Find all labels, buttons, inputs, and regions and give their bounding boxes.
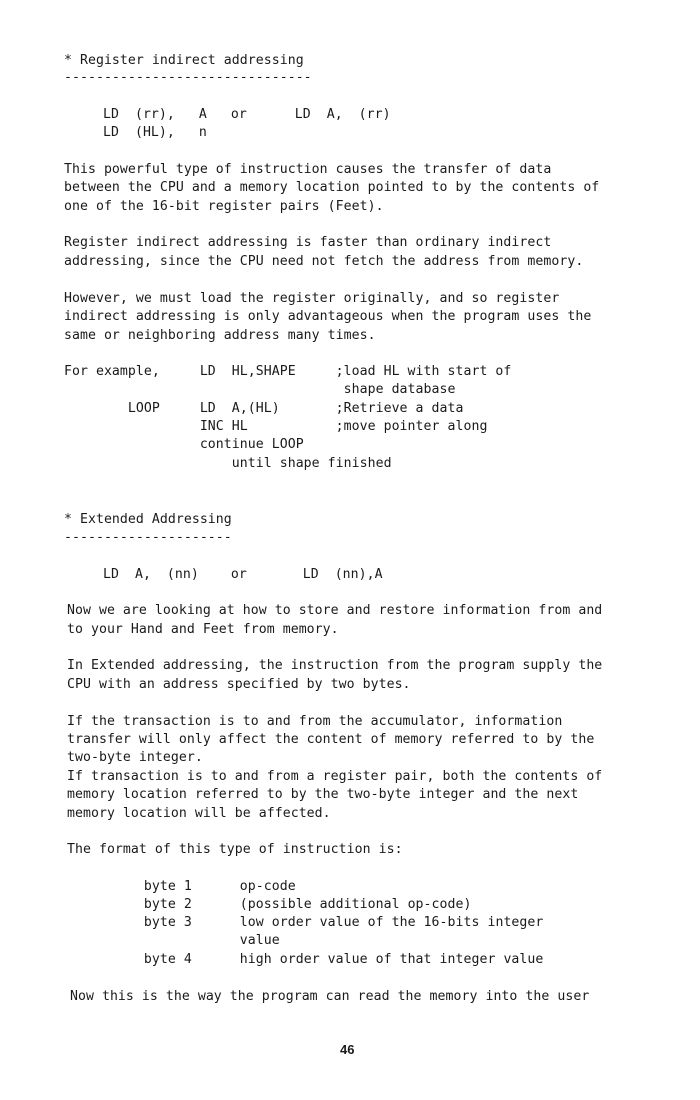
section-heading-extended-addressing: * Extended Addressing	[64, 512, 232, 527]
paragraph-line: The format of this type of instruction is:	[67, 842, 403, 857]
paragraph-line: memory location referred to by the two-byte integer and the next	[67, 787, 579, 802]
format-table-row: byte 3 low order value of the 16-bits integer	[80, 915, 544, 930]
heading-underline: -------------------------------	[64, 70, 312, 85]
format-table-row: byte 1 op-code	[80, 879, 296, 894]
code-example-line: For example, LD HL,SHAPE ;load HL with start of	[64, 364, 512, 379]
paragraph-line: Now this is the way the program can read the memory into the user	[70, 989, 590, 1004]
code-example-line: continue LOOP	[64, 437, 304, 452]
paragraph-line: This powerful type of instruction causes the transfer of data	[64, 162, 552, 177]
syntax-line: LD (HL), n	[103, 125, 207, 140]
syntax-line: LD (rr), A or LD A, (rr)	[103, 107, 391, 122]
code-example-line: LOOP LD A,(HL) ;Retrieve a data	[64, 401, 464, 416]
paragraph-line: same or neighboring address many times.	[64, 328, 376, 343]
paragraph-line: If the transaction is to and from the accumulator, information	[67, 714, 563, 729]
page-number: 46	[340, 1042, 355, 1057]
paragraph-line: CPU with an address specified by two bytes.	[67, 677, 411, 692]
paragraph-line: two-byte integer.	[67, 750, 203, 765]
paragraph-line: If transaction is to and from a register pair, both the contents of	[67, 769, 603, 784]
paragraph-line: Register indirect addressing is faster than ordinary indirect	[64, 235, 552, 250]
paragraph-line: transfer will only affect the content of memory referred to by the	[67, 732, 595, 747]
code-example-line: until shape finished	[64, 456, 392, 471]
paragraph-line: In Extended addressing, the instruction from the program supply the	[67, 658, 603, 673]
syntax-line: LD A, (nn) or LD (nn),A	[103, 567, 383, 582]
paragraph-line: memory location will be affected.	[67, 806, 331, 821]
paragraph-line: between the CPU and a memory location pointed to by the contents of	[64, 180, 600, 195]
paragraph-line: to your Hand and Feet from memory.	[67, 622, 339, 637]
paragraph-line: indirect addressing is only advantageous when the program uses the	[64, 309, 592, 324]
section-heading-register-indirect: * Register indirect addressing	[64, 53, 304, 68]
paragraph-line: addressing, since the CPU need not fetch the address from memory.	[64, 254, 584, 269]
format-table-row: byte 2 (possible additional op-code)	[80, 897, 472, 912]
code-example-line: INC HL ;move pointer along	[64, 419, 488, 434]
format-table-row: value	[80, 933, 280, 948]
paragraph-line: However, we must load the register originally, and so register	[64, 291, 560, 306]
paragraph-line: one of the 16-bit register pairs (Feet).	[64, 199, 384, 214]
format-table-row: byte 4 high order value of that integer value	[80, 952, 544, 967]
heading-underline: ---------------------	[64, 530, 232, 545]
paragraph-line: Now we are looking at how to store and restore information from and	[67, 603, 603, 618]
code-example-line: shape database	[64, 382, 456, 397]
